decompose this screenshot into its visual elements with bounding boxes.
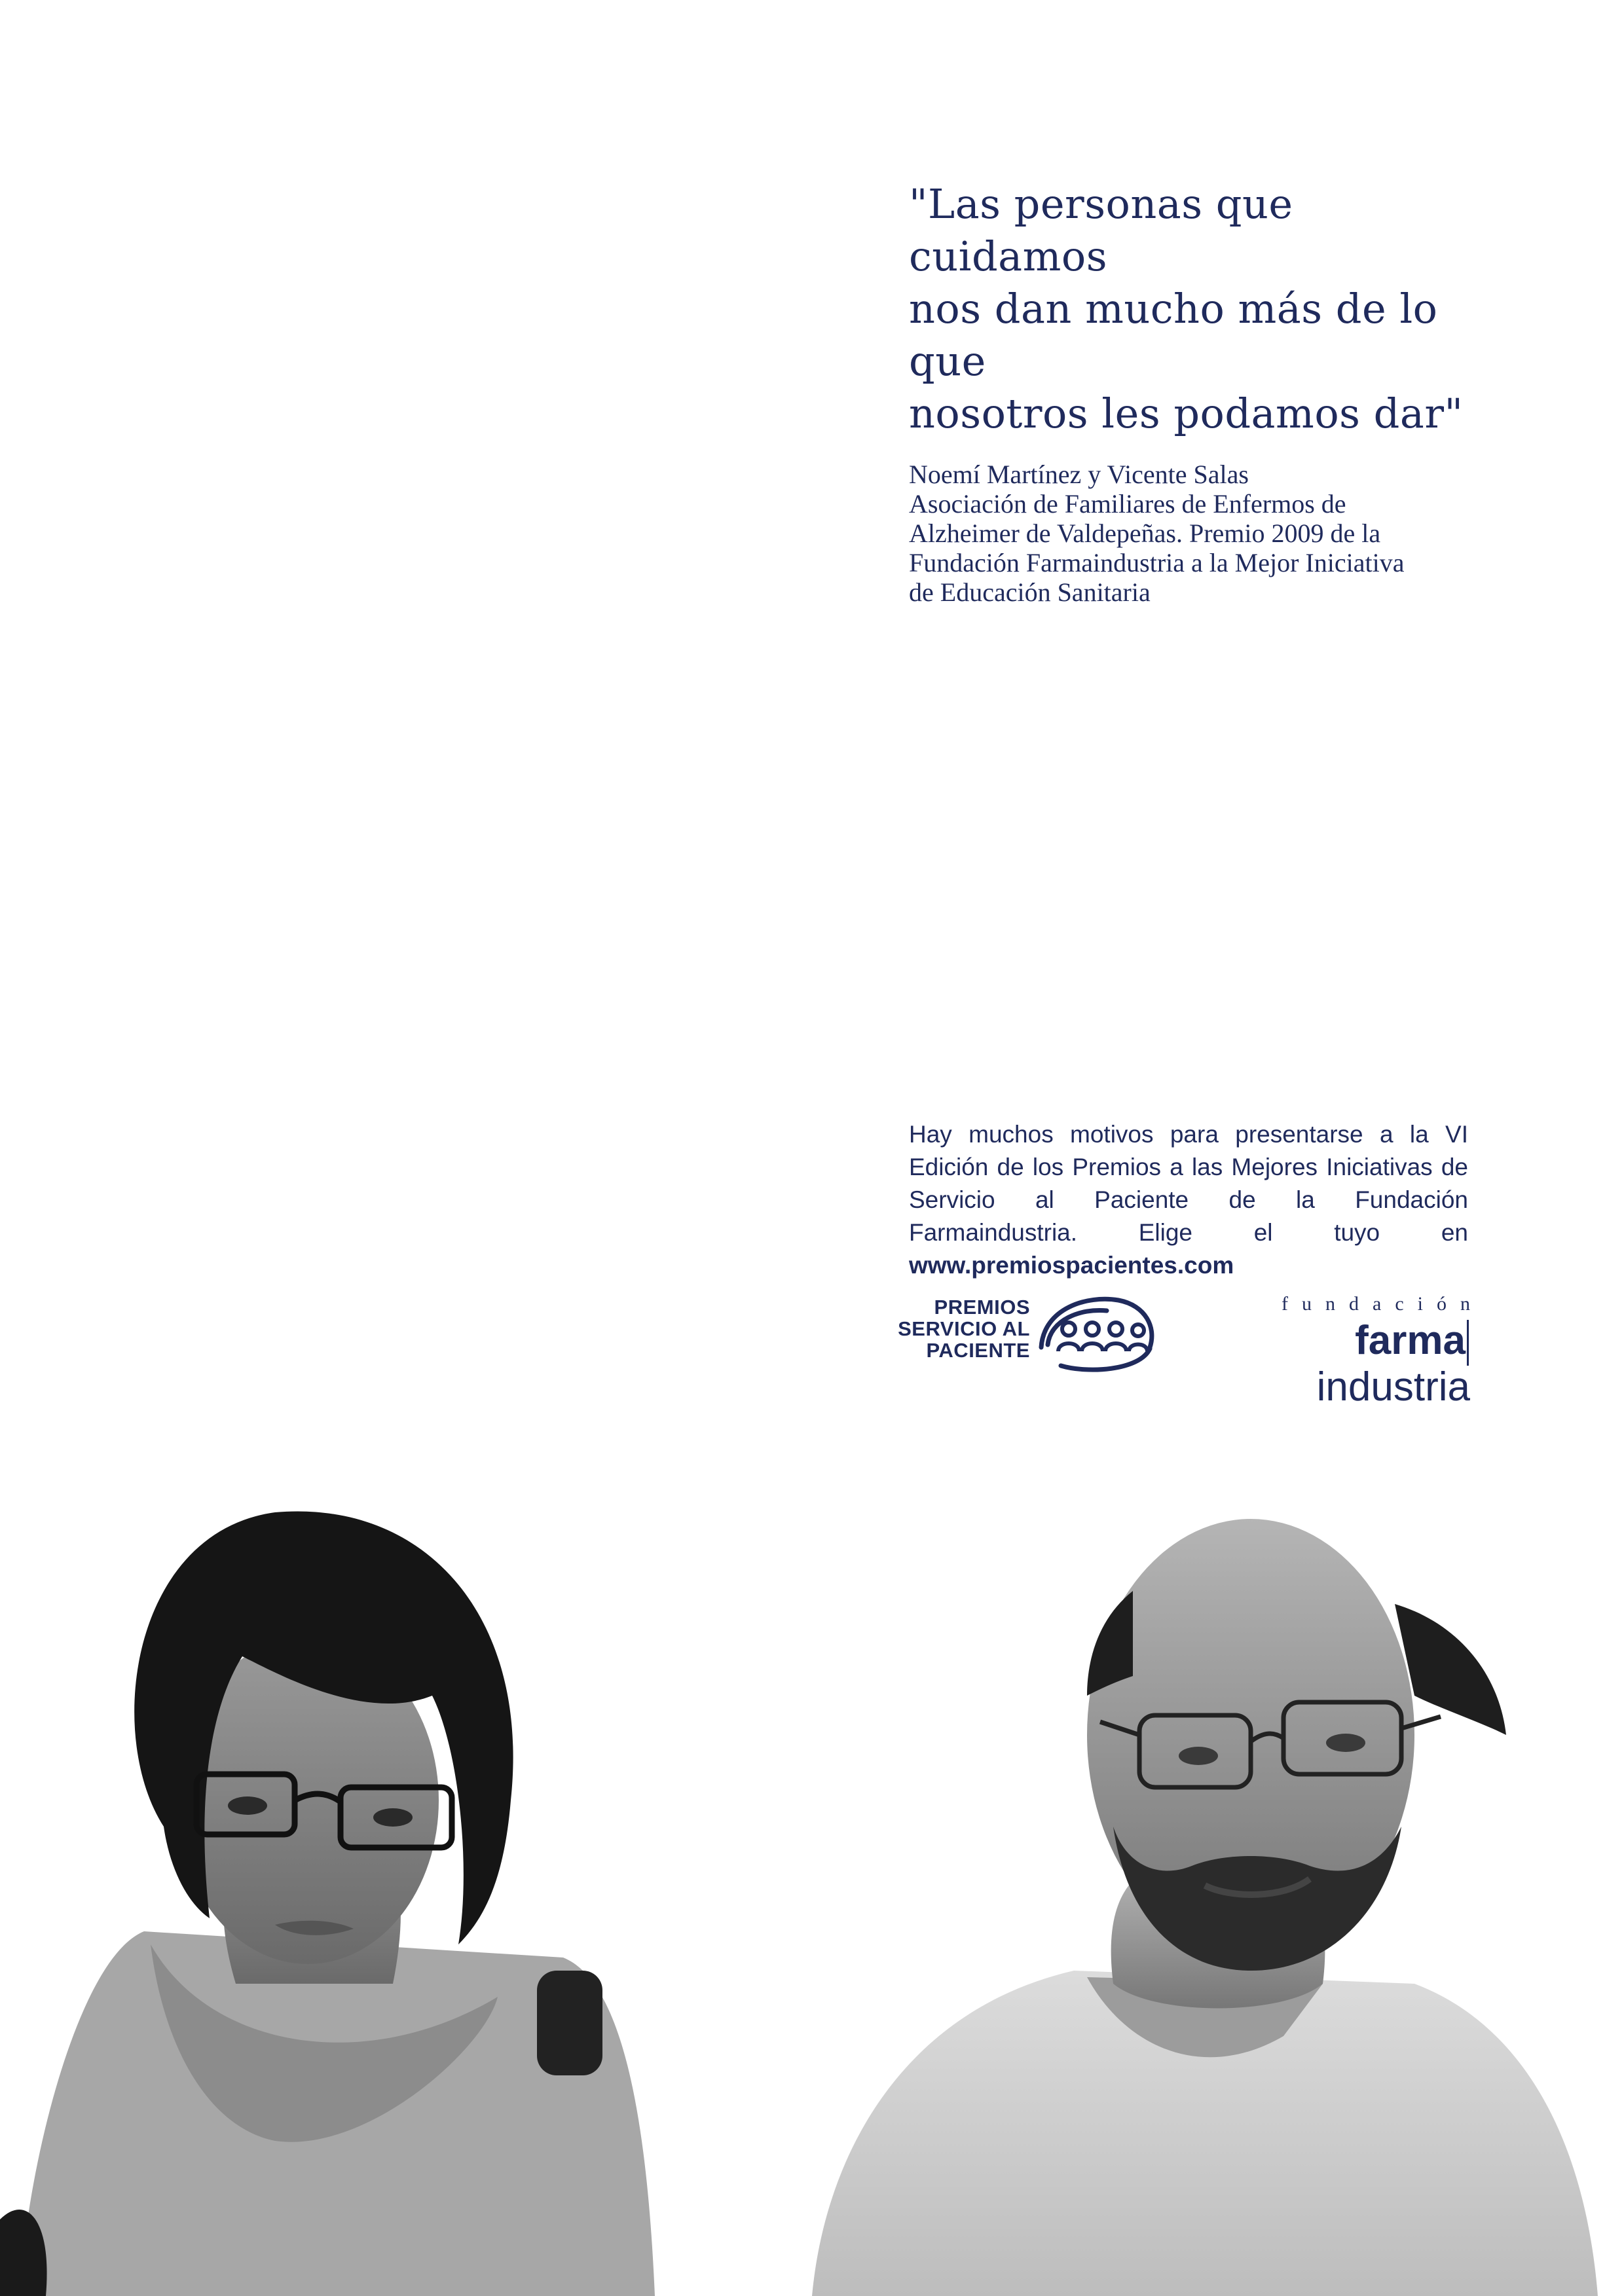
attribution-line: Asociación de Familiares de Enfermos de xyxy=(909,489,1346,519)
woman-figure xyxy=(0,1511,655,2296)
cta-prefix: Elige el tuyo en xyxy=(1138,1219,1468,1246)
attribution-names: Noemí Martínez y Vicente Salas xyxy=(909,460,1249,489)
quote-line: "Las personas que cuidamos xyxy=(909,180,1293,280)
quote-line: nos dan mucho más de lo que xyxy=(909,285,1438,385)
call-to-action xyxy=(909,1118,1468,1282)
cta-url-link[interactable]: www.premiospacientes.com xyxy=(909,1252,1234,1279)
premios-logo-text xyxy=(896,1296,1030,1361)
attribution-line: Alzheimer de Valdepeñas. Premio 2009 de la xyxy=(909,519,1381,548)
attribution-line: Fundación Farmaindustria a la Mejor Iniciativa xyxy=(909,548,1405,577)
farma-logo-bold: farma xyxy=(1355,1318,1466,1363)
attribution-line: de Educación Sanitaria xyxy=(909,577,1151,607)
premios-logo-line: SERVICIO AL xyxy=(898,1317,1030,1340)
quote-block xyxy=(909,178,1468,607)
premios-logo-line: PREMIOS xyxy=(934,1296,1030,1319)
cta-body: Hay muchos motivos para presentarse a la VI Edición de los Premios a las Mejores Iniciativas de Servicio al Paciente de la Fundación Farmaindustria. xyxy=(909,1121,1468,1246)
farma-logo-wordmark xyxy=(1221,1319,1470,1409)
quote-line: nosotros les podamos dar" xyxy=(909,390,1464,437)
farma-logo-top: fundación xyxy=(1282,1293,1484,1315)
farma-logo-light: industria xyxy=(1316,1364,1470,1410)
premios-logo-line: PACIENTE xyxy=(926,1339,1030,1362)
attribution xyxy=(909,460,1468,607)
premios-servicio-paciente-logo xyxy=(896,1288,1164,1377)
farma-logo-divider xyxy=(1467,1320,1469,1366)
fundacion-farmaindustria-logo xyxy=(1221,1293,1484,1410)
portrait-photo xyxy=(0,1460,1624,2296)
quote-text xyxy=(909,178,1468,440)
people-emblem-icon xyxy=(1035,1288,1158,1377)
man-figure xyxy=(812,1519,1598,2296)
